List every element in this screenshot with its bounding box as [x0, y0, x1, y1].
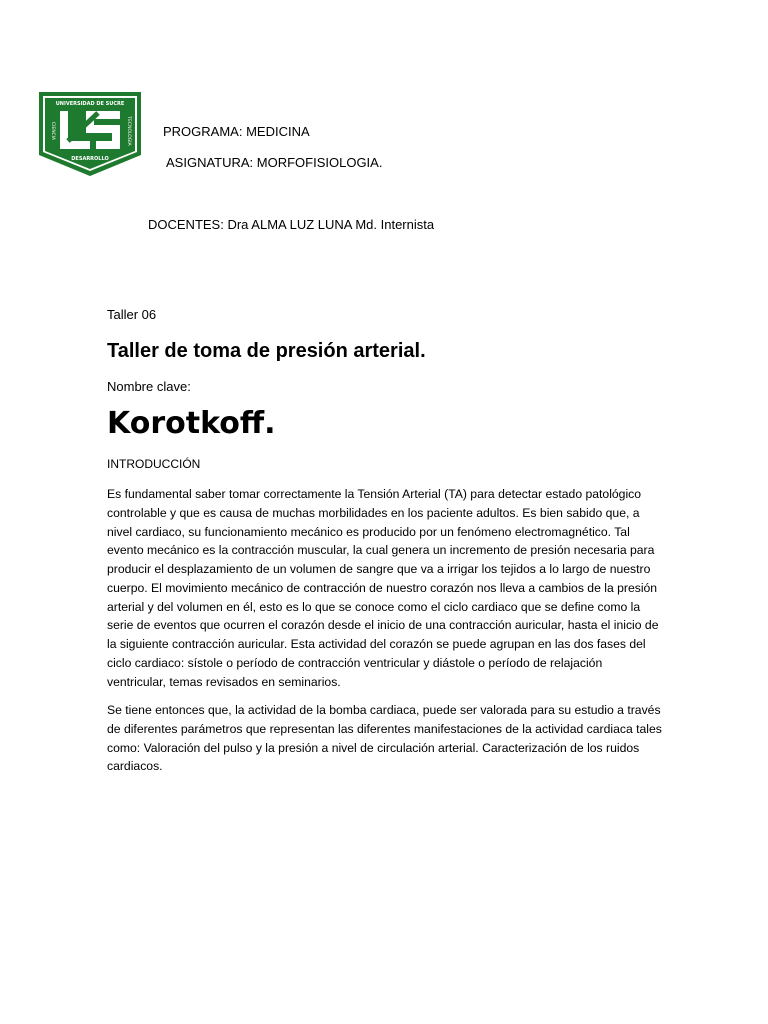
intro-paragraph-1: Es fundamental saber tomar correctamente la Tensión Arterial (TA) para detectar estado patológico controlable y que es causa de muchas morbilidades en los paciente adultos. Es bien sabido que, a nivel cardiaco, su funcionamiento mecánico es producido por un fenómeno electromagnético. Tal evento mecánico es la contracción muscular, la cual genera un incremento de presión necesaria para producir el desplazamiento de un volumen de sangre que va a irrigar los tejidos a lo largo de nuestro cuerpo. El movimiento mecánico de contracción de nuestro corazón nos lleva a cambios de la presión arterial y del volumen en él, esto es lo que se conoce como el ciclo cardiaco que se define como la serie de eventos que ocurren el corazón desde el inicio de una contracción auricular, hasta el inicio de la siguiente contracción auricular. Esta actividad del corazón se puede agrupan en las dos fases del ciclo cardiaco: sístole o período de contracción ventricular y diástole o período de relajación ventricular, temas revisados en seminarios. — [107, 487, 659, 689]
logo-bottom-text: DESARROLLO — [71, 156, 109, 162]
programa-line: PROGRAMA: MEDICINA — [163, 124, 310, 139]
clave-label: Nombre clave: — [107, 379, 191, 394]
logo-right-text: TECNOLOGIA — [126, 116, 131, 146]
logo-left-text: CIENCIA — [50, 121, 55, 141]
docentes-line: DOCENTES: Dra ALMA LUZ LUNA Md. Internista — [148, 217, 435, 232]
logo-top-text: UNIVERSIDAD DE SUCRE — [55, 101, 125, 107]
clave-value: Korotkoff. — [107, 406, 276, 441]
intro-paragraph-2: Se tiene entonces que, la actividad de la bomba cardiaca, puede ser valorada para su estudio a través de diferentes parámetros que representan las diferentes manifestaciones de la actividad cardiaca tales como: Valoración del pulso y la presión a nivel de circulación arterial. Caracterización de los ruidos cardiacos. — [107, 703, 662, 774]
document-title: Taller de toma de presión arterial. — [107, 340, 426, 362]
intro-heading: INTRODUCCIÓN — [107, 457, 201, 471]
taller-number: Taller 06 — [107, 307, 157, 322]
asignatura-line: ASIGNATURA: MORFOFISIOLOGIA. — [166, 155, 383, 170]
university-logo — [38, 91, 142, 177]
